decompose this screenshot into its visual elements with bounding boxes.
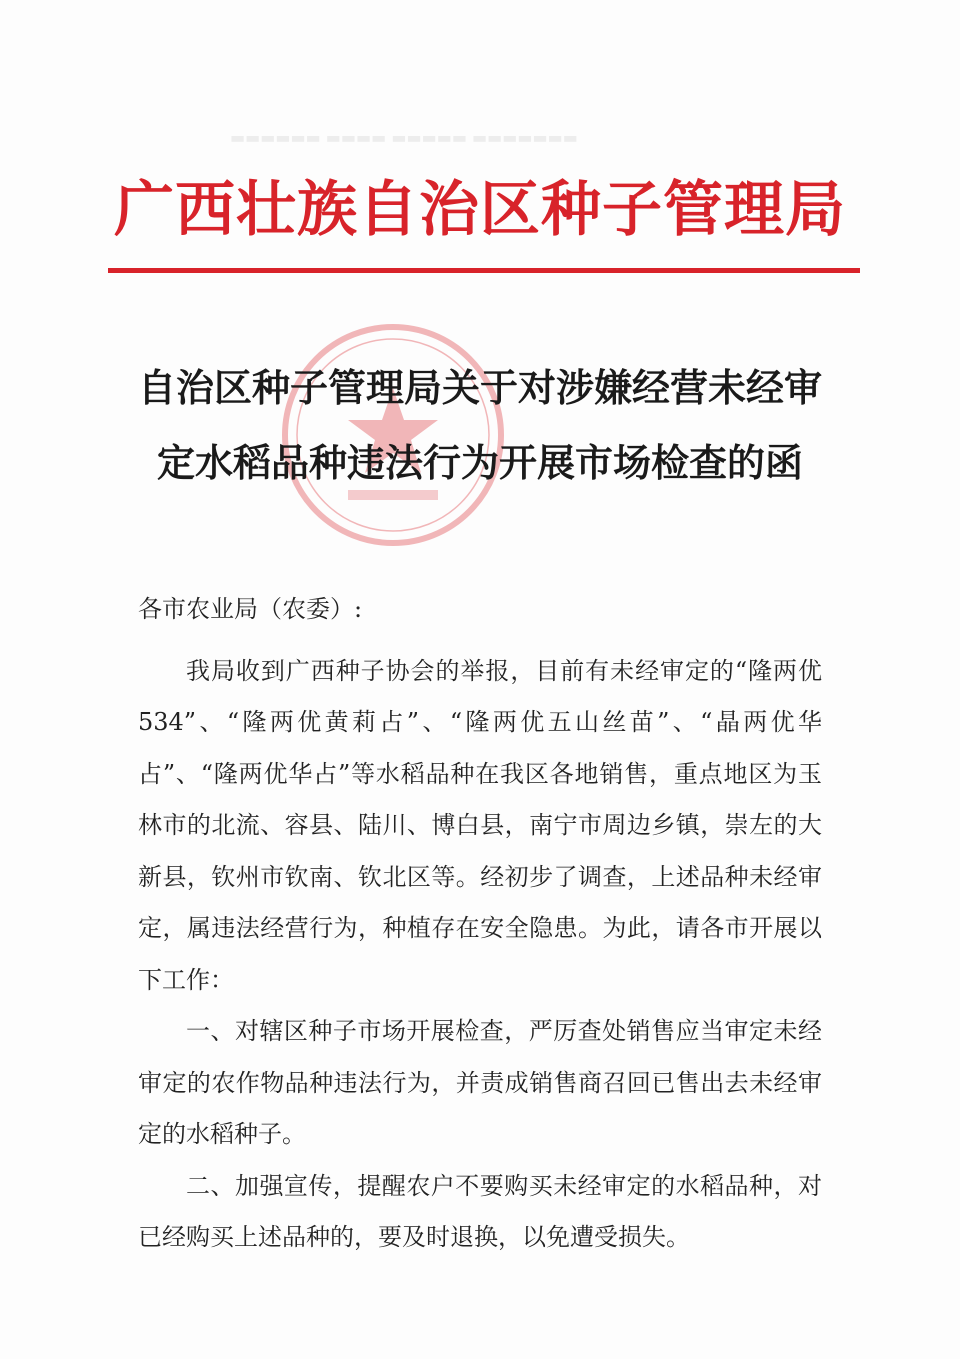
document-title — [110, 350, 850, 500]
paragraph-intro: 我局收到广西种子协会的举报，目前有未经审定的“隆两优 534”、“隆两优黄莉占”、“隆两优五山丝苗”、“晶两优华占”、“隆两优华占”等水稻品种在我区各地销售，重点地区为玉林市的北流、容县、陆川、博白县，南宁市周边乡镇，崇左的大新县，钦州市钦南、钦北区等。经初步了调查，上述品种未经审定，属违法经营行为，种植存在安全隐患。为此，请各市开展以下工作： — [138, 656, 822, 994]
title-line-2: 定水稻品种违法行为开展市场检查的函 — [156, 440, 803, 485]
salutation: 各市农业局（农委）: — [138, 595, 363, 623]
title-line-1: 自治区种子管理局关于对涉嫌经营未经审 — [137, 365, 822, 410]
paragraph-item-one: 一、对辖区种子市场开展检查，严厉查处销售应当审定未经审定的农作物品种违法行为，并责成销售商召回已售出去未经审定的水稻种子。 — [138, 1017, 822, 1148]
letter-body — [138, 584, 822, 1264]
paragraph-item-two: 二、加强宣传，提醒农户不要购买未经审定的水稻品种，对已经购买上述品种的，要及时退换，以免遭受损失。 — [138, 1171, 822, 1251]
letterhead-divider — [108, 268, 860, 273]
agency-letterhead: 广西壮族自治区种子管理局 — [114, 175, 846, 245]
bleed-through-shadow: ▬▬▬▬▬▬ ▬▬▬▬ ▬▬▬▬▬ ▬▬▬▬▬▬▬ — [230, 128, 578, 147]
